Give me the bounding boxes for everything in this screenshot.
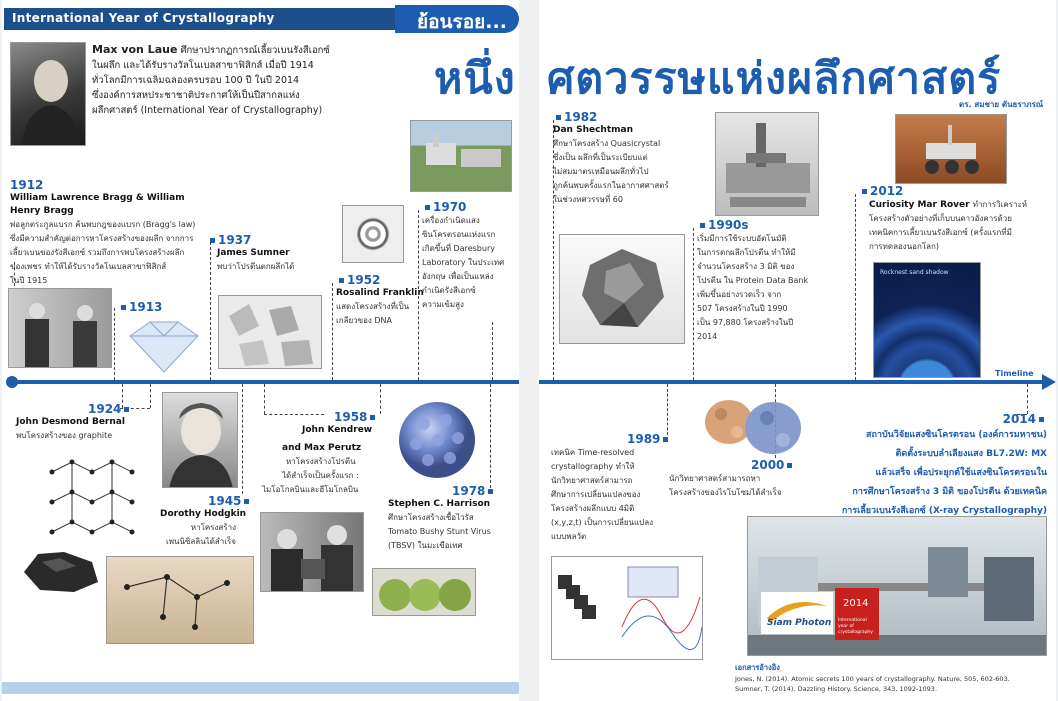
e1958-l3: ไมโอโกลบินและฮีโมโกลบิน	[262, 485, 359, 494]
e1970-l2: ซินโครตรอนแห่งแรก	[422, 230, 496, 239]
rocknest-poster	[873, 262, 981, 378]
e1978-l3: (TBSV) ในมะเขือเทศ	[388, 541, 463, 550]
hodgkin-figure	[163, 393, 238, 488]
e2000-l1: นักวิทยาศาสตร์สามารถหา	[669, 474, 761, 483]
kendrew-name: John Kendrew	[302, 425, 373, 435]
e1989-l4: ศึกษาการเปลี่ยนแปลงของ	[551, 490, 641, 499]
e1989-l3: นักวิทยาศาสตร์สามารถ	[551, 476, 633, 485]
e1952-l1: แสดงโครงสร้างที่เป็น	[336, 302, 410, 311]
portrait-figure	[11, 43, 86, 146]
e2014-l5: การเลี้ยวเบนรังสีเอกซ์ (X-ray Crystallography)	[841, 506, 1047, 516]
beamline-shapes	[748, 517, 1047, 656]
year-1937-label: 1937	[218, 233, 252, 247]
graphite-rock	[20, 548, 100, 594]
model-shapes	[107, 557, 254, 644]
diamond-icon	[120, 318, 206, 374]
ref-2: Sumner, T. (2014). Dazzling History. Science, 343, 1092-1093.	[735, 685, 938, 693]
e2012-l1: โครงสร้างตัวอย่างที่เก็บบนดาวอังคารด้วย	[869, 214, 1012, 223]
year-1937	[207, 233, 327, 247]
intro-line5: ผลึกศาสตร์ (International Year of Crystallography)	[92, 105, 323, 116]
e2000-l2: โครงสร้างของไรโบโซมได้สำเร็จ	[669, 488, 782, 497]
e1970-l4: Laboratory ในประเทศ	[422, 258, 505, 267]
year-2012	[859, 184, 1054, 198]
e2014-l3: แล้วเสร็จ เพื่อประยุกต์ใช้แสงซินโครตรอนใน	[875, 468, 1047, 478]
e1945-l2: เพนนิซิลลินได้สำเร็จ	[166, 537, 236, 546]
year-1978	[452, 484, 514, 498]
e2012-l3: การทดลองนอกโลก)	[869, 242, 939, 251]
refs-heading: เอกสารอ้างอิง	[735, 663, 780, 672]
badge-text: ย้อนรอย...	[417, 11, 507, 33]
e1982-l2: ซึ่งเป็น ผลึกที่เป็นระเบียบแต่	[553, 153, 648, 162]
title-word-left: หนึ่ง	[434, 54, 516, 104]
header-label: International Year of Crystallography	[12, 11, 275, 25]
sumner-name: James Sumner	[217, 248, 290, 258]
e1982-l4: ถูกค้นพบครั้งแรกในอากาศศาสตร์	[553, 181, 669, 190]
shechtman-name: Dan Shechtman	[553, 125, 633, 135]
e1989-l1: เทคนิค Time-resolved	[551, 448, 635, 457]
bernal-name: John Desmond Bernal	[16, 417, 125, 427]
e1970-l6: กำเนิดรังสีเอกซ์	[422, 286, 476, 295]
e2014-l2: ติดตั้งระบบลำเลียงแสง BL7.2W: MX	[895, 449, 1047, 459]
rover-name: Curiosity Mar Rover	[869, 200, 970, 210]
e1978-l2: Tomato Bushy Stunt Virus	[388, 527, 491, 536]
quasicrystal-shape	[560, 235, 685, 344]
e1958-l2: ได้สำเร็จเป็นครั้งแรก :	[282, 471, 359, 480]
e1990s-l1: เริ่มมีการใช้ระบบอัตโนมัติ	[697, 234, 787, 243]
timeline-label: Timeline	[995, 369, 1034, 378]
e1989-l6: (x,y,z,t) เป็นการเปลี่ยนแปลง	[551, 518, 654, 527]
year-2014-label: 2014	[1002, 412, 1036, 426]
diffraction-photo	[342, 205, 404, 263]
footer-bar-left	[2, 682, 519, 694]
e1982-l1: ศึกษาโครงสร้าง Quasicrystal	[553, 139, 661, 148]
virus-model	[394, 400, 480, 480]
year-1970-label: 1970	[433, 200, 467, 214]
year-1912: 1912	[10, 178, 44, 192]
time-resolved-figure	[551, 556, 703, 660]
right-page	[539, 0, 1056, 701]
robot-shapes	[716, 113, 819, 216]
quasicrystal-photo	[559, 234, 685, 344]
ref-1: Jones, N. (2014). Atomic secrets 100 years of crystallography. Nature, 505, 602-603.	[735, 675, 1010, 683]
bragg-figures	[9, 289, 112, 368]
year-2014	[807, 412, 1047, 426]
laue-name: Max von Laue	[92, 43, 178, 56]
year-1913	[118, 300, 162, 314]
left-page	[2, 0, 519, 701]
e1970-l7: ความเข้มสูง	[422, 300, 464, 309]
year-1982-label: 1982	[564, 110, 598, 124]
daresbury-photo	[410, 120, 512, 192]
perutz-name: and Max Perutz	[282, 443, 362, 453]
mars-rover-photo	[895, 114, 1007, 184]
e1990s-l2: ในการตกผลึกโปรตีน ทำให้มี	[697, 248, 796, 257]
intro-line4: ซึ่งองค์การสหประชาชาติประกาศให้เป็นปีสากลแห่ง	[92, 90, 300, 101]
e1989-l5: โครงสร้างผลึกแบบ 4มิติ	[551, 504, 635, 513]
year-1970	[422, 200, 517, 214]
e1990s-l3: จำนวนโครงสร้าง 3 มิติ ของ	[697, 262, 795, 271]
e1924-l1: พบโครงสร้างของ graphite	[16, 431, 113, 440]
e1912-l3: เลี้ยวเบนของรังสีเอกซ์ รวมถึงการพบโครงสร้างผลึก	[10, 248, 185, 257]
year-1989	[627, 432, 679, 446]
year-1990s	[697, 218, 827, 232]
tomato-photo	[372, 568, 476, 616]
year-1978-label: 1978	[452, 484, 486, 498]
badge	[395, 5, 519, 33]
e1990s-l8: 2014	[697, 332, 718, 341]
author: ดร. สมชาย ตันธราภรณ์	[959, 100, 1044, 109]
bragg-photo	[8, 288, 112, 368]
year-2000	[751, 458, 799, 472]
timeline-line-right	[539, 380, 1044, 384]
title-word-right: ศตวรรษแห่งผลึกศาสตร์	[547, 54, 1002, 104]
year-2012-label: 2012	[870, 184, 904, 198]
e1990s-l6: 507 โครงสร้างในปี 1990	[697, 304, 788, 313]
e1912-l1: พ่อลูกตระกูลแบรก ค้นพบกฎของแบรก (Bragg's law)	[10, 220, 196, 229]
e1952-l2: เกลียวของ DNA	[336, 316, 392, 325]
e2012-l0: ทำการวิเคราะห์	[972, 200, 1028, 209]
tomato-shapes	[373, 569, 476, 616]
franklin-name: Rosalind Franklin	[336, 288, 424, 298]
intro-line3: ทั่วโลกมีการเฉลิมฉลองครบรอบ 100 ปี ในปี 2014	[92, 75, 300, 86]
e2012-l2: เทคนิคการเลี้ยวเบนรังสีเอกซ์ (ครั้งแรกที่มี	[869, 228, 1012, 237]
siam-photon-logo	[761, 592, 833, 634]
e1912-l5: ในปี 1915	[10, 276, 48, 285]
e1912-l2: ซึ่งมีความสำคัญต่อการหาโครงสร้างของผลึก จากการ	[10, 234, 194, 243]
year-1924-label: 1924	[88, 402, 122, 416]
e2014-l1: สถาบันวิจัยแสงซินโครตรอน (องค์การมหาชน)	[865, 430, 1047, 440]
e1945-l1: หาโครงสร้าง	[190, 523, 236, 532]
beamline-photo	[747, 516, 1047, 656]
penicillin-model-photo	[106, 556, 254, 644]
year-1990s-label: 1990s	[708, 218, 749, 232]
e1989-l2: crystallography ทำให้	[551, 462, 635, 471]
e1937-l1: พบว่าโปรตีนตกผลึกได้	[217, 262, 295, 271]
iyc-logo-caption: International year of crystallography	[838, 618, 873, 635]
iyc-logo-year: 2014	[843, 598, 869, 609]
e1990s-l5: เพิ่มขึ้นอย่างรวดเร็ว จาก	[697, 290, 782, 299]
e1982-l5: ในช่วงทศวรรษที่ 60	[553, 195, 623, 204]
e1970-l5: อังกฤษ เพื่อเป็นแหล่ง	[422, 272, 494, 281]
year-1982	[553, 110, 703, 124]
e1990s-l7: เป็น 97,880 โครงสร้างในปี	[697, 318, 794, 327]
e1989-l7: แบบพลวัต	[551, 532, 587, 541]
timeline-arrowhead-icon	[1042, 374, 1056, 390]
poster-caption: Rocknest sand shadow	[880, 269, 949, 276]
e1990s-l4: โปรตีน ใน Protein Data Bank	[697, 276, 809, 285]
e1970-l3: เกิดขึ้นที่ Daresbury	[422, 244, 495, 253]
hodgkin-portrait	[162, 392, 238, 488]
year-1924	[88, 402, 166, 416]
ribosome-model	[697, 392, 807, 462]
intro-line2: ในผลึก และได้รับรางวัลโนเบลสาขาฟิสิกส์ เมื่อปี 1914	[92, 60, 314, 71]
year-1945-label: 1945	[208, 494, 242, 508]
intro-line1: ศึกษาปรากฏการณ์เลี้ยวเบนรังสีเอกซ์	[180, 45, 330, 56]
e1970-l1: เครื่องกำเนิดแสง	[422, 216, 480, 225]
graphite-lattice-diagram	[42, 452, 142, 547]
laue-portrait	[10, 42, 86, 146]
e1978-l1: ศึกษาโครงสร้างเชื้อไวรัส	[388, 513, 474, 522]
siam-photon-text: Siam Photon	[767, 618, 832, 628]
iyc-logo	[835, 588, 879, 640]
hodgkin-name: Dorothy Hodgkin	[160, 509, 247, 519]
protein-crystals-photo	[218, 295, 322, 369]
year-1958-label: 1958	[334, 410, 368, 424]
automation-photo	[715, 112, 819, 216]
year-1952	[336, 273, 426, 287]
e1958-l1: หาโครงสร้างโปรตีน	[286, 457, 356, 466]
year-1958	[334, 410, 382, 424]
crystal-shapes	[219, 296, 322, 369]
e1912-l4: ของเพชร ทำให้ได้รับรางวัลโนเบลสาขาฟิสิกส์	[10, 262, 167, 271]
e1982-l3: ไม่สมมาตรเหมือนผลึกทั่วไป	[553, 167, 649, 176]
kendrew-perutz-photo	[260, 512, 364, 592]
year-1989-label: 1989	[627, 432, 661, 446]
year-2000-label: 2000	[751, 458, 785, 472]
year-1952-label: 1952	[347, 273, 381, 287]
building-shapes	[411, 121, 512, 192]
harrison-name: Stephen C. Harrison	[388, 499, 491, 509]
kendrew-figures	[261, 513, 364, 592]
year-1913-label: 1913	[129, 300, 163, 314]
bragg-name: William Lawrence Bragg & William Henry Bragg	[10, 193, 185, 216]
rover-shapes	[896, 115, 1007, 184]
time-resolved-shapes	[552, 557, 703, 660]
e2014-l4: การศึกษาโครงสร้าง 3 มิติ ของโปรตีน ด้วยเทคนิค	[852, 487, 1047, 497]
year-1945	[208, 494, 260, 508]
